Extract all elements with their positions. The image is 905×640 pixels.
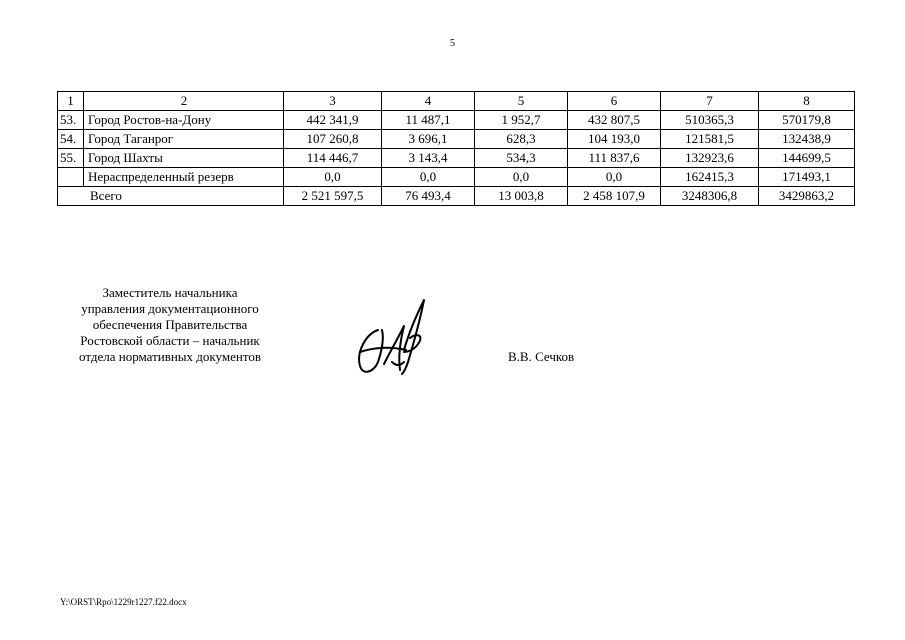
header-cell: 6 xyxy=(568,92,661,111)
table-cell: 132438,9 xyxy=(759,130,855,149)
table-cell: 171493,1 xyxy=(759,168,855,187)
table-cell: 111 837,6 xyxy=(568,149,661,168)
row-name: Город Ростов-на-Дону xyxy=(84,111,284,130)
table-cell: 0,0 xyxy=(568,168,661,187)
table-row xyxy=(58,168,855,187)
table-cell: 432 807,5 xyxy=(568,111,661,130)
table-cell: 2 458 107,9 xyxy=(568,187,661,206)
position-line: отдела нормативных документов xyxy=(79,349,261,364)
table-cell: 3 143,4 xyxy=(382,149,475,168)
header-cell: 3 xyxy=(284,92,382,111)
table-cell: 628,3 xyxy=(475,130,568,149)
table-cell: 510365,3 xyxy=(661,111,759,130)
row-number: 53. xyxy=(58,111,84,130)
table-cell: 0,0 xyxy=(382,168,475,187)
table-cell: 114 446,7 xyxy=(284,149,382,168)
table-cell: 534,3 xyxy=(475,149,568,168)
table-cell: 104 193,0 xyxy=(568,130,661,149)
table-total-row xyxy=(58,187,855,206)
data-table xyxy=(57,91,855,206)
file-path: Y:\ORST\Rpo\1229r1227.f22.docx xyxy=(60,597,187,607)
table-cell: 132923,6 xyxy=(661,149,759,168)
row-name: Город Шахты xyxy=(84,149,284,168)
position-line: Заместитель начальника xyxy=(102,285,238,300)
signer-position xyxy=(60,285,280,365)
position-line: обеспечения Правительства xyxy=(92,317,248,332)
table-cell: 144699,5 xyxy=(759,149,855,168)
handwritten-signature xyxy=(348,292,438,382)
table-header-row xyxy=(58,92,855,111)
signer-name: В.В. Сечков xyxy=(508,349,575,364)
table-cell: 570179,8 xyxy=(759,111,855,130)
position-line: управления документационного xyxy=(81,301,259,316)
row-number: 54. xyxy=(58,130,84,149)
table-row xyxy=(58,149,855,168)
table-cell: 442 341,9 xyxy=(284,111,382,130)
table-cell: 121581,5 xyxy=(661,130,759,149)
header-cell: 8 xyxy=(759,92,855,111)
table-cell: 11 487,1 xyxy=(382,111,475,130)
total-label: Всего xyxy=(58,187,284,206)
header-cell: 4 xyxy=(382,92,475,111)
header-cell: 2 xyxy=(84,92,284,111)
row-name: Город Таганрог xyxy=(84,130,284,149)
table-cell: 1 952,7 xyxy=(475,111,568,130)
table-row xyxy=(58,111,855,130)
table-cell: 107 260,8 xyxy=(284,130,382,149)
header-cell: 5 xyxy=(475,92,568,111)
table-cell: 3248306,8 xyxy=(661,187,759,206)
row-number xyxy=(58,168,84,187)
table-cell: 3429863,2 xyxy=(759,187,855,206)
table-cell: 0,0 xyxy=(475,168,568,187)
table-row xyxy=(58,130,855,149)
header-cell: 7 xyxy=(661,92,759,111)
position-line: Ростовской области – начальник xyxy=(80,333,260,348)
page-number: 5 xyxy=(450,38,455,49)
table-cell: 3 696,1 xyxy=(382,130,475,149)
table-cell: 76 493,4 xyxy=(382,187,475,206)
table-cell: 162415,3 xyxy=(661,168,759,187)
table-cell: 2 521 597,5 xyxy=(284,187,382,206)
row-number: 55. xyxy=(58,149,84,168)
header-cell: 1 xyxy=(58,92,84,111)
table-cell: 13 003,8 xyxy=(475,187,568,206)
row-name: Нераспределенный резерв xyxy=(84,168,284,187)
table-cell: 0,0 xyxy=(284,168,382,187)
